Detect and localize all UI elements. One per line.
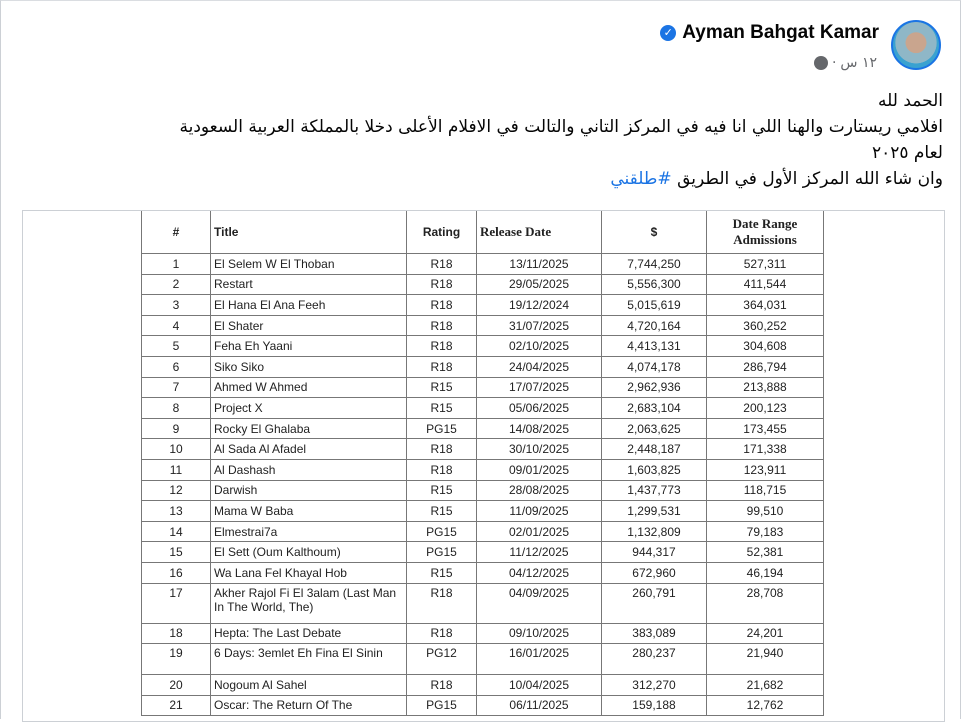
table-cell: 11/09/2025	[477, 501, 602, 522]
column-header: #	[142, 211, 211, 254]
table-cell: Siko Siko	[211, 356, 407, 377]
table-cell: R18	[407, 623, 477, 644]
table-cell: 16/01/2025	[477, 644, 602, 675]
table-cell: 383,089	[602, 623, 707, 644]
table-cell: 1,437,773	[602, 480, 707, 501]
table-cell: 364,031	[707, 295, 824, 316]
table-cell: 2,962,936	[602, 377, 707, 398]
table-row	[142, 398, 824, 419]
table-cell: 04/09/2025	[477, 583, 602, 623]
table-cell: 28/08/2025	[477, 480, 602, 501]
table-row	[142, 480, 824, 501]
table-cell: 4	[142, 315, 211, 336]
table-cell: 6	[142, 356, 211, 377]
author-name[interactable]: Ayman Bahgat Kamar	[682, 22, 879, 43]
table-cell: R18	[407, 356, 477, 377]
table-cell: PG15	[407, 521, 477, 542]
table-cell: R15	[407, 398, 477, 419]
table-row	[142, 583, 824, 623]
table-cell: 46,194	[707, 562, 824, 583]
table-cell: 2,063,625	[602, 418, 707, 439]
table-cell: 24,201	[707, 623, 824, 644]
author-row	[660, 22, 879, 44]
table-cell: R18	[407, 459, 477, 480]
table-cell: Al Sada Al Afadel	[211, 439, 407, 460]
table-cell: 30/10/2025	[477, 439, 602, 460]
table-cell: El Hana El Ana Feeh	[211, 295, 407, 316]
table-cell: 21,682	[707, 675, 824, 696]
avatar[interactable]	[891, 20, 941, 70]
table-row	[142, 377, 824, 398]
table-cell: Al Dashash	[211, 459, 407, 480]
table-row	[142, 439, 824, 460]
table-cell: R15	[407, 501, 477, 522]
table-cell: PG15	[407, 418, 477, 439]
table-cell: 944,317	[602, 542, 707, 563]
post-time[interactable]: ١٢ س	[840, 55, 877, 71]
table-cell: 52,381	[707, 542, 824, 563]
table-cell: 17/07/2025	[477, 377, 602, 398]
table-cell: 2	[142, 274, 211, 295]
table-cell: 21,940	[707, 644, 824, 675]
table-cell: 14	[142, 521, 211, 542]
table-cell: 200,123	[707, 398, 824, 419]
table-cell: 12	[142, 480, 211, 501]
table-cell: El Selem W El Thoban	[211, 254, 407, 275]
table-row	[142, 254, 824, 275]
table-row	[142, 521, 824, 542]
table-cell: 312,270	[602, 675, 707, 696]
table-cell: 99,510	[707, 501, 824, 522]
table-row	[142, 418, 824, 439]
table-cell: 4,413,131	[602, 336, 707, 357]
table-cell: 11/12/2025	[477, 542, 602, 563]
table-cell: 304,608	[707, 336, 824, 357]
table-cell: Rocky El Ghalaba	[211, 418, 407, 439]
post-line: الحمد لله	[878, 91, 943, 111]
table-cell: 20	[142, 675, 211, 696]
table-cell: Project X	[211, 398, 407, 419]
table-cell: 1,132,809	[602, 521, 707, 542]
table-cell: 1,603,825	[602, 459, 707, 480]
table-cell: R18	[407, 336, 477, 357]
table-row	[142, 695, 824, 716]
table-cell: 2,683,104	[602, 398, 707, 419]
post-line: وان شاء الله المركز الأول في الطريق #طلقني	[610, 169, 943, 189]
table-cell: 10/04/2025	[477, 675, 602, 696]
box-office-table	[141, 210, 824, 716]
post-text	[13, 88, 943, 192]
table-cell: 19/12/2024	[477, 295, 602, 316]
table-cell: El Sett (Oum Kalthoum)	[211, 542, 407, 563]
table-cell: R18	[407, 295, 477, 316]
table-cell: 17	[142, 583, 211, 623]
table-cell: 4,074,178	[602, 356, 707, 377]
table-cell: 16	[142, 562, 211, 583]
table-cell: 118,715	[707, 480, 824, 501]
table-cell: 24/04/2025	[477, 356, 602, 377]
table-cell: 123,911	[707, 459, 824, 480]
table-cell: Restart	[211, 274, 407, 295]
table-cell: R18	[407, 583, 477, 623]
table-cell: 286,794	[707, 356, 824, 377]
table-cell: 1,299,531	[602, 501, 707, 522]
table-cell: 18	[142, 623, 211, 644]
table-cell: 09/10/2025	[477, 623, 602, 644]
table-cell: 5,556,300	[602, 274, 707, 295]
table-cell: 3	[142, 295, 211, 316]
table-cell: PG12	[407, 644, 477, 675]
table-cell: El Shater	[211, 315, 407, 336]
table-cell: Akher Rajol Fi El 3alam (Last Man In The World, The)	[211, 583, 407, 623]
table-cell: 05/06/2025	[477, 398, 602, 419]
hashtag-link[interactable]: #طلقني	[610, 169, 672, 189]
table-cell: 14/08/2025	[477, 418, 602, 439]
table-cell: Ahmed W Ahmed	[211, 377, 407, 398]
table-cell: 02/10/2025	[477, 336, 602, 357]
table-row	[142, 562, 824, 583]
table-cell: 04/12/2025	[477, 562, 602, 583]
table-cell: 12,762	[707, 695, 824, 716]
table-cell: 79,183	[707, 521, 824, 542]
table-row	[142, 501, 824, 522]
table-cell: Hepta: The Last Debate	[211, 623, 407, 644]
table-cell: 15	[142, 542, 211, 563]
table-cell: 171,338	[707, 439, 824, 460]
table-cell: Nogoum Al Sahel	[211, 675, 407, 696]
table-cell: 7	[142, 377, 211, 398]
table-cell: 213,888	[707, 377, 824, 398]
column-header: $	[602, 211, 707, 254]
table-row	[142, 644, 824, 675]
table-cell: PG15	[407, 695, 477, 716]
column-header: Title	[211, 211, 407, 254]
table-cell: 11	[142, 459, 211, 480]
post-line: لعام ٢٠٢٥	[871, 143, 943, 163]
table-cell: R15	[407, 562, 477, 583]
table-cell: 280,237	[602, 644, 707, 675]
table-cell: 7,744,250	[602, 254, 707, 275]
table-cell: R18	[407, 439, 477, 460]
column-header: Release Date	[477, 211, 602, 254]
table-row	[142, 623, 824, 644]
column-header: Date Range Admissions	[707, 211, 824, 254]
verified-badge-icon: ✓	[660, 25, 676, 41]
post-image[interactable]	[22, 210, 945, 722]
table-cell: 527,311	[707, 254, 824, 275]
table-cell: 13	[142, 501, 211, 522]
table-cell: 06/11/2025	[477, 695, 602, 716]
table-row	[142, 542, 824, 563]
table-cell: 260,791	[602, 583, 707, 623]
table-cell: Oscar: The Return Of The	[211, 695, 407, 716]
table-cell: R15	[407, 377, 477, 398]
table-cell: 173,455	[707, 418, 824, 439]
table-cell: 09/01/2025	[477, 459, 602, 480]
table-cell: 29/05/2025	[477, 274, 602, 295]
table-cell: R18	[407, 315, 477, 336]
table-cell: 360,252	[707, 315, 824, 336]
table-cell: 2,448,187	[602, 439, 707, 460]
table-cell: R18	[407, 254, 477, 275]
table-cell: R18	[407, 675, 477, 696]
table-cell: 4,720,164	[602, 315, 707, 336]
table-cell: 31/07/2025	[477, 315, 602, 336]
table-row	[142, 675, 824, 696]
table-row	[142, 459, 824, 480]
table-cell: 5,015,619	[602, 295, 707, 316]
table-cell: 411,544	[707, 274, 824, 295]
table-row	[142, 336, 824, 357]
table-cell: 672,960	[602, 562, 707, 583]
table-cell: Mama W Baba	[211, 501, 407, 522]
table-cell: Darwish	[211, 480, 407, 501]
table-row	[142, 356, 824, 377]
table-cell: 02/01/2025	[477, 521, 602, 542]
table-cell: 19	[142, 644, 211, 675]
meta-separator: ·	[831, 55, 837, 71]
table-cell: Wa Lana Fel Khayal Hob	[211, 562, 407, 583]
table-cell: 5	[142, 336, 211, 357]
table-cell: 28,708	[707, 583, 824, 623]
table-cell: 10	[142, 439, 211, 460]
table-cell: PG15	[407, 542, 477, 563]
post-meta	[814, 55, 877, 71]
table-cell: R15	[407, 480, 477, 501]
post-line: افلامي ريستارت والهنا اللي انا فيه في المركز التاني والتالت في الافلام الأعلى دخلا بالمملكة العربية السعودية	[179, 117, 943, 137]
column-header: Rating	[407, 211, 477, 254]
table-row	[142, 274, 824, 295]
table-row	[142, 295, 824, 316]
table-row	[142, 315, 824, 336]
table-cell: 6 Days: 3emlet Eh Fina El Sinin	[211, 644, 407, 675]
table-cell: 21	[142, 695, 211, 716]
table-cell: Elmestrai7a	[211, 521, 407, 542]
table-cell: 8	[142, 398, 211, 419]
table-cell: 9	[142, 418, 211, 439]
table-cell: R18	[407, 274, 477, 295]
table-cell: 159,188	[602, 695, 707, 716]
table-cell: Feha Eh Yaani	[211, 336, 407, 357]
table-cell: 1	[142, 254, 211, 275]
globe-icon	[814, 56, 828, 70]
table-cell: 13/11/2025	[477, 254, 602, 275]
